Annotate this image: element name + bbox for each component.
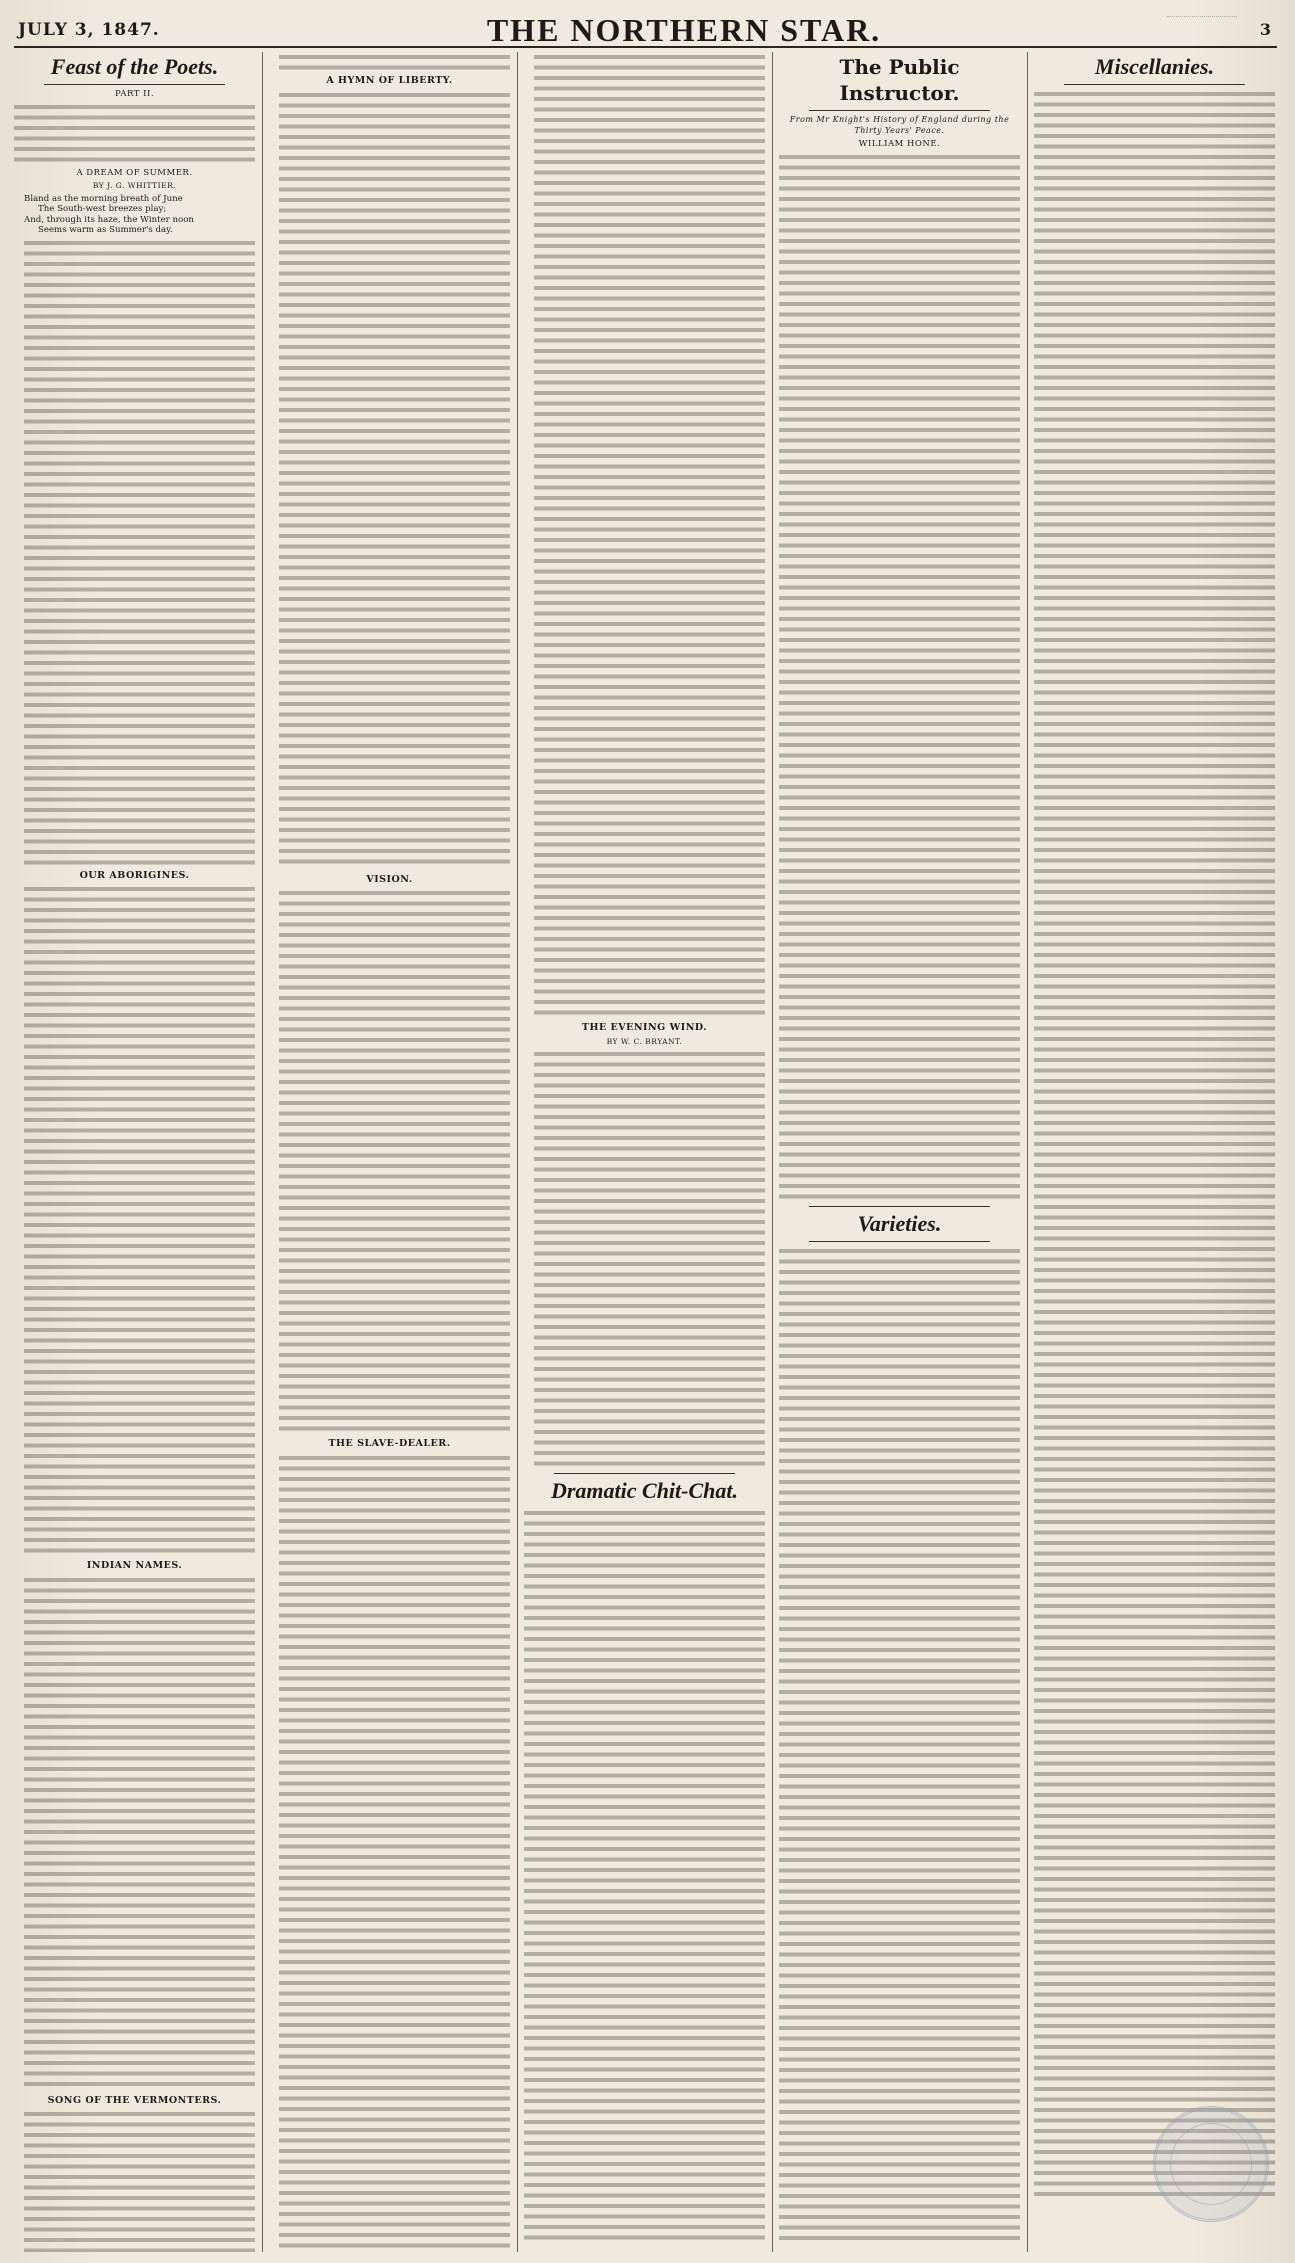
poem-heading: INDIAN NAMES. [86, 1560, 183, 1571]
column-5 [1034, 52, 1275, 2252]
divider [809, 1241, 990, 1242]
column-rule [517, 52, 518, 2252]
poem-heading: VISION. [366, 873, 413, 885]
issue-date: JULY 3, 1847. [18, 20, 160, 40]
poem-heading: THE EVENING WIND. [581, 1022, 708, 1033]
section-heading-feast-of-poets: Feast of the Poets. [50, 54, 219, 79]
column-1 [14, 52, 255, 2252]
page-number: 3 [1259, 20, 1271, 39]
verse-line: Seems warm as Summer's day. [38, 225, 173, 235]
section-heading-varieties: Varieties. [857, 1210, 942, 1236]
poem-title: A DREAM OF SUMMER. [76, 167, 193, 178]
column-2 [269, 52, 510, 2252]
section-heading-public-instructor: The Public Instructor. [839, 55, 960, 105]
article-text [1034, 89, 1275, 2199]
poem-body [24, 238, 255, 866]
divider [44, 84, 225, 85]
article-source: From Mr Knight's History of England during the Thirty Years' Peace. [789, 115, 1010, 135]
divider [809, 1206, 990, 1207]
poem-verse [14, 194, 255, 236]
article-text [779, 1246, 1020, 2246]
verse-line: Bland as the morning breath of June [24, 193, 183, 204]
poem-body [534, 1049, 765, 1469]
poem-body [534, 52, 765, 1018]
column-rule [772, 52, 773, 2252]
section-heading-miscellanies: Miscellanies. [1094, 54, 1215, 79]
poem-author: BY W. C. BRYANT. [606, 1036, 683, 1046]
verse-line: The South-west breezes play; [38, 204, 167, 214]
section-heading-dramatic-chit-chat: Dramatic Chit-Chat. [550, 1478, 739, 1503]
poem-body [279, 1453, 510, 2253]
verse-line: And, through its haze, the Winter noon [24, 214, 194, 225]
column-3 [524, 52, 765, 2252]
divider [809, 110, 990, 111]
newspaper-title: THE NORTHERN STAR. [486, 12, 882, 48]
poem-heading: SONG OF THE VERMONTERS. [47, 2094, 222, 2106]
poem-body [24, 884, 255, 1556]
intro-text [14, 102, 255, 165]
divider [1064, 84, 1245, 85]
divider [554, 1473, 735, 1474]
poem-heading: A HYMN OF LIBERTY. [326, 75, 453, 86]
poem-body [24, 1575, 255, 2091]
poem-heading: THE SLAVE-DEALER. [328, 1438, 451, 1449]
poem-body [24, 2109, 255, 2252]
poem-body [279, 52, 510, 74]
columns [14, 52, 1277, 2252]
part-heading: PART II. [114, 89, 155, 99]
poem-author: BY J. G. WHITTIER. [92, 181, 177, 190]
poem-heading: OUR ABORIGINES. [79, 869, 190, 881]
column-rule [1027, 52, 1028, 2252]
article-text [779, 152, 1020, 1202]
poem-body [279, 888, 510, 1434]
column-4 [779, 52, 1020, 2252]
column-rule [262, 52, 263, 2252]
masthead [14, 6, 1277, 48]
poem-body [279, 90, 510, 870]
article-text [524, 1508, 765, 2243]
stamp-mark [1167, 6, 1237, 17]
article-title: WILLIAM HONE. [858, 139, 941, 149]
